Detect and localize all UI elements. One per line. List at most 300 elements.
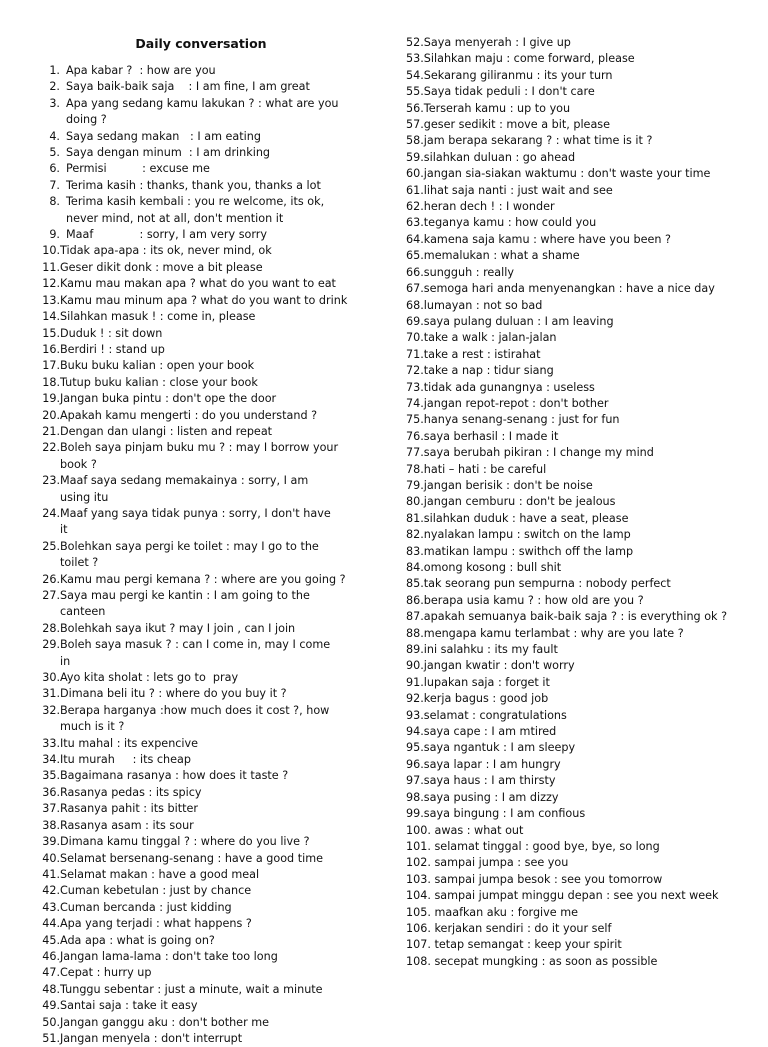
phrase-item [406,560,756,576]
phrase-text: saya berubah pikiran : I change my mind [423,446,654,460]
phrase-number: 10. [42,244,60,258]
phrase-number: 77. [406,446,424,460]
phrase-item [36,851,374,867]
phrase-text: Jangan ganggu aku : don't bother me [60,1015,270,1029]
phrase-item [406,576,756,592]
phrase-text: Rasanya asam : its sour [60,818,194,832]
phrase-text: saya berhasil : I made it [423,429,559,443]
phrase-number: 16. [42,342,60,356]
phrase-item [406,921,756,937]
phrase-text: Apa yang sedang kamu lakukan ? : what are you doing ? [66,96,339,127]
phrase-item [36,178,374,194]
phrase-item [36,736,374,752]
phrase-text: Berapa harganya :how much does it cost ?, how much is it ? [60,703,330,734]
phrase-number: 3. [49,96,60,110]
phrase-item [406,806,756,822]
phrase-item [406,905,756,921]
phrase-item [36,276,374,292]
phrase-text: Saya dengan minum : I am drinking [66,146,271,160]
phrase-number: 73. [406,380,424,394]
phrase-item [36,949,374,965]
phrase-number: 87. [406,610,424,624]
phrase-item [36,391,374,407]
phrase-number: 83. [406,544,424,558]
phrase-item [406,757,756,773]
phrase-item [36,670,374,686]
phrase-number: 108. [406,954,431,968]
phrase-text: kamena saja kamu : where have you been ? [423,232,671,246]
phrase-text: Geser dikit donk : move a bit please [60,260,263,274]
phrase-item [36,933,374,949]
phrase-item [36,752,374,768]
phrase-item [36,358,374,374]
phrase-number: 103. [406,872,431,886]
phrase-number: 67. [406,282,424,296]
phrase-number: 37. [42,802,60,816]
phrase-text: Rasanya pahit : its bitter [60,802,198,816]
phrase-number: 94. [406,725,424,739]
phrase-item [406,823,756,839]
phrase-item [36,834,374,850]
phrase-item [406,954,756,970]
phrase-item [406,740,756,756]
phrase-text: take a walk : jalan-jalan [423,331,557,345]
phrase-item [406,199,756,215]
phrase-item [406,773,756,789]
phrase-item [406,511,756,527]
phrase-number: 43. [42,900,60,914]
phrase-text: jangan repot-repot : don't bother [423,396,609,410]
phrase-text: geser sedikit : move a bit, please [423,118,611,132]
phrase-text: omong kosong : bull shit [423,561,562,574]
phrase-number: 71. [406,347,424,361]
phrase-text: heran dech ! : I wonder [423,200,555,214]
phrase-text: jangan berisik : don't be noise [423,478,593,492]
phrase-text: Itu murah : its cheap [60,753,191,767]
phrase-text: Jangan buka pintu : don't ope the door [60,392,277,406]
right-column-list [406,35,756,970]
phrase-number: 95. [406,741,424,755]
phrase-text: selamat tinggal : good bye, bye, so long [430,839,660,853]
phrase-text: hanya senang-senang : just for fun [423,413,620,427]
phrase-number: 32. [42,703,60,717]
phrase-text: lumayan : not so bad [423,298,543,312]
phrase-text: ini salahku : its my fault [423,643,558,657]
phrase-number: 14. [42,310,60,324]
phrase-text: tak seorang pun sempurna : nobody perfect [423,577,671,591]
phrase-number: 29. [42,638,60,652]
phrase-text: take a nap : tidur siang [423,364,554,378]
phrase-text: Berdiri ! : stand up [60,342,165,356]
phrase-number: 13. [42,293,60,307]
phrase-item [406,478,756,494]
phrase-number: 6. [49,162,60,176]
phrase-item [36,96,374,129]
phrase-number: 105. [406,905,431,919]
phrase-number: 31. [42,687,60,701]
phrase-text: Ayo kita sholat : lets go to pray [60,671,239,685]
phrase-text: Saya baik-baik saja : I am fine, I am great [66,80,310,94]
phrase-text: Saya sedang makan : I am eating [66,129,261,143]
phrase-text: tetap semangat : keep your spirit [430,938,622,952]
phrase-number: 75. [406,413,424,427]
phrase-text: Dimana beli itu ? : where do you buy it ? [60,687,287,701]
phrase-number: 1. [49,64,60,77]
phrase-text: Jangan lama-lama : don't take too long [60,949,278,963]
phrase-number: 36. [42,785,60,799]
phrase-item [406,708,756,724]
phrase-item [36,539,374,572]
phrase-item [406,790,756,806]
phrase-item [36,785,374,801]
phrase-number: 61. [406,183,424,197]
phrase-item [36,621,374,637]
phrase-item [406,445,756,461]
phrase-text: jangan sia-siakan waktumu : don't waste your time [423,167,711,181]
phrase-text: maafkan aku : forgive me [430,905,579,919]
phrase-number: 98. [406,790,424,804]
phrase-text: apakah semuanya baik-baik saja ? : is everything ok ? [423,610,728,624]
phrase-item [406,380,756,396]
phrase-number: 53. [406,52,424,66]
phrase-number: 41. [42,867,60,881]
phrase-item [36,998,374,1014]
phrase-item [406,281,756,297]
phrase-item [36,588,374,621]
phrase-item [406,691,756,707]
phrase-text: Duduk ! : sit down [60,326,163,340]
phrase-item [36,867,374,883]
phrase-text: Bolehkan saya pergi ke toilet : may I go to the toilet ? [60,539,319,570]
phrase-item [406,35,756,51]
phrase-text: Terserah kamu : up to you [423,101,571,115]
phrase-text: Cuman bercanda : just kidding [60,900,232,914]
phrase-text: Tidak apa-apa : its ok, never mind, ok [60,244,272,258]
phrase-number: 40. [42,851,60,865]
phrase-item [406,298,756,314]
phrase-text: jam berapa sekarang ? : what time is it ? [423,134,653,148]
phrase-text: Maaf saya sedang memakainya : sorry, I am using itu [60,474,309,504]
phrase-text: saya lapar : I am hungry [423,757,561,771]
phrase-item [406,265,756,281]
phrase-item [406,248,756,264]
phrase-number: 63. [406,216,424,230]
phrase-item [36,686,374,702]
phrase-number: 2. [49,80,60,94]
phrase-text: lupakan saja : forget it [423,675,550,689]
phrase-number: 39. [42,835,60,849]
phrase-item [36,375,374,391]
phrase-item [36,900,374,916]
phrase-number: 91. [406,675,424,689]
phrase-number: 82. [406,528,424,542]
phrase-text: Dengan dan ulangi : listen and repeat [60,424,273,438]
phrase-item [406,133,756,149]
phrase-text: Silahkan maju : come forward, please [423,52,635,66]
phrase-text: matikan lampu : swithch off the lamp [423,544,634,558]
phrase-text: Maaf yang saya tidak punya : sorry, I don't have it [60,506,331,537]
phrase-number: 23. [42,474,60,488]
phrase-text: Kamu mau makan apa ? what do you want to eat [60,277,336,291]
phrase-text: Saya menyerah : I give up [423,36,571,49]
page-title: Daily conversation [135,36,267,51]
phrase-item [36,1031,374,1047]
phrase-text: kerja bagus : good job [423,692,549,706]
phrase-text: saya haus : I am thirsty [423,774,556,788]
phrase-number: 70. [406,331,424,345]
phrase-number: 68. [406,298,424,312]
phrase-text: teganya kamu : how could you [423,216,597,230]
phrase-text: semoga hari anda menyenangkan : have a nice day [423,282,715,296]
phrase-item [406,101,756,117]
phrase-item [36,194,374,227]
phrase-number: 97. [406,774,424,788]
phrase-text: saya pulang duluan : I am leaving [423,314,614,328]
phrase-number: 81. [406,511,424,525]
phrase-item [36,965,374,981]
phrase-text: Apa kabar ? : how are you [66,64,216,77]
phrase-item [406,937,756,953]
phrase-item [406,462,756,478]
phrase-item [36,408,374,424]
phrase-text: sampai jumpa : see you [430,856,569,870]
phrase-number: 84. [406,561,424,574]
phrase-text: Tutup buku kalian : close your book [60,375,258,389]
phrase-item [406,724,756,740]
phrase-item [36,424,374,440]
phrase-item [36,818,374,834]
phrase-item [406,363,756,379]
phrase-number: 20. [42,408,60,422]
phrase-item [406,609,756,625]
phrase-text: Itu mahal : its expencive [60,736,199,750]
phrase-number: 102. [406,856,431,870]
phrase-number: 92. [406,692,424,706]
phrase-number: 30. [42,671,60,685]
phrase-item [406,872,756,888]
phrase-number: 66. [406,265,424,279]
phrase-item [36,293,374,309]
phrase-text: Maaf : sorry, I am very sorry [66,228,268,242]
phrase-text: Sekarang giliranmu : its your turn [423,68,613,82]
phrase-number: 104. [406,889,431,903]
phrase-text: memalukan : what a shame [423,249,580,263]
phrase-number: 93. [406,708,424,722]
phrase-number: 49. [42,999,60,1013]
phrase-text: Bolehkah saya ikut ? may I join , can I join [60,621,296,635]
phrase-item [36,473,374,506]
phrase-number: 46. [42,949,60,963]
phrase-number: 90. [406,659,424,673]
phrase-number: 7. [49,178,60,192]
phrase-text: take a rest : istirahat [423,347,541,361]
phrase-number: 78. [406,462,424,476]
phrase-number: 96. [406,757,424,771]
phrase-number: 26. [42,572,60,586]
phrase-number: 64. [406,232,424,246]
phrase-text: nyalakan lampu : switch on the lamp [423,528,631,542]
phrase-text: Terima kasih : thanks, thank you, thanks a lot [66,178,321,192]
phrase-text: Terima kasih kembali : you re welcome, its ok, never mind, not at all, don't mention it [66,195,325,225]
phrase-text: Ada apa : what is going on? [60,933,215,947]
phrase-number: 57. [406,118,424,132]
phrase-number: 88. [406,626,424,640]
phrase-text: saya cape : I am mtired [423,725,557,739]
phrase-number: 56. [406,101,424,115]
phrase-text: berapa usia kamu ? : how old are you ? [423,593,644,607]
phrase-item [36,801,374,817]
phrase-item [36,309,374,325]
phrase-text: silahkan duduk : have a seat, please [423,511,629,525]
phrase-number: 17. [42,359,60,373]
phrase-number: 54. [406,68,424,82]
phrase-text: mengapa kamu terlambat : why are you late ? [423,626,684,640]
phrase-text: Permisi : excuse me [66,162,210,176]
phrase-text: Saya tidak peduli : I don't care [423,85,595,99]
phrase-text: Selamat makan : have a good meal [60,867,260,881]
phrase-number: 48. [42,982,60,996]
phrase-item [406,642,756,658]
phrase-number: 101. [406,839,431,853]
phrase-item [406,839,756,855]
phrase-text: saya pusing : I am dizzy [423,790,559,804]
phrase-item [406,84,756,100]
phrase-number: 5. [49,146,60,160]
phrase-item [36,703,374,736]
phrase-number: 28. [42,621,60,635]
phrase-text: Saya mau pergi ke kantin : I am going to the canteen [60,589,310,619]
phrase-text: Kamu mau minum apa ? what do you want to drink [60,293,348,307]
phrase-number: 21. [42,424,60,438]
phrase-item [406,429,756,445]
phrase-text: Buku buku kalian : open your book [60,359,255,373]
phrase-number: 25. [42,539,60,553]
phrase-item [406,215,756,231]
phrase-number: 24. [42,506,60,520]
phrase-item [406,855,756,871]
phrase-text: tidak ada gunangnya : useless [423,380,595,394]
phrase-number: 19. [42,392,60,406]
phrase-text: kerjakan sendiri : do it your self [430,921,612,935]
phrase-item [406,117,756,133]
phrase-text: selamat : congratulations [423,708,567,722]
phrase-number: 74. [406,396,424,410]
phrase-text: Cuman kebetulan : just by chance [60,884,252,898]
phrase-number: 18. [42,375,60,389]
phrase-text: Bagaimana rasanya : how does it taste ? [60,769,289,783]
phrase-item [406,68,756,84]
phrase-text: sampai jumpat minggu depan : see you next week [430,889,719,903]
phrase-number: 9. [49,228,60,242]
phrase-item [406,166,756,182]
phrase-text: Boleh saya masuk ? : can I come in, may I come in [60,638,331,668]
phrase-number: 69. [406,314,424,328]
phrase-text: saya ngantuk : I am sleepy [423,741,576,755]
phrase-number: 50. [42,1015,60,1029]
phrase-item [36,883,374,899]
phrase-item [406,412,756,428]
phrase-item [36,227,374,243]
phrase-text: Dimana kamu tinggal ? : where do you live ? [60,835,310,849]
phrase-number: 62. [406,200,424,214]
phrase-number: 58. [406,134,424,148]
phrase-item [36,440,374,473]
phrase-number: 44. [42,917,60,931]
phrase-text: jangan kwatir : don't worry [423,659,575,673]
phrase-number: 55. [406,85,424,99]
phrase-number: 33. [42,736,60,750]
phrase-text: Tunggu sebentar : just a minute, wait a minute [60,982,323,996]
phrase-item [36,326,374,342]
phrase-item [406,593,756,609]
phrase-number: 35. [42,769,60,783]
phrase-item [406,626,756,642]
phrase-number: 38. [42,818,60,832]
phrase-number: 65. [406,249,424,263]
phrase-item [36,572,374,588]
phrase-text: silahkan duluan : go ahead [423,150,576,164]
phrase-number: 79. [406,478,424,492]
phrase-text: lihat saja nanti : just wait and see [423,183,613,197]
phrase-text: Kamu mau pergi kemana ? : where are you going ? [60,572,346,586]
phrase-text: hati – hati : be careful [423,462,547,476]
phrase-number: 89. [406,643,424,657]
phrase-text: Rasanya pedas : its spicy [60,785,202,799]
phrase-text: Jangan menyela : don't interrupt [60,1031,243,1045]
phrase-number: 47. [42,966,60,980]
phrase-item [36,129,374,145]
phrase-item [36,79,374,95]
phrase-text: saya bingung : I am confious [423,807,586,821]
phrase-text: sampai jumpa besok : see you tomorrow [430,872,663,886]
phrase-number: 34. [42,753,60,767]
phrase-text: Cepat : hurry up [60,966,152,980]
phrase-item [36,982,374,998]
phrase-item [36,1015,374,1031]
phrase-number: 4. [49,129,60,143]
phrase-item [406,347,756,363]
phrase-number: 52. [406,36,424,49]
phrase-number: 107. [406,938,431,952]
phrase-number: 51. [42,1031,60,1045]
phrase-number: 60. [406,167,424,181]
phrase-number: 11. [42,260,60,274]
phrase-number: 86. [406,593,424,607]
phrase-number: 45. [42,933,60,947]
phrase-item [36,243,374,259]
phrase-text: Selamat bersenang-senang : have a good time [60,851,323,865]
phrase-item [36,916,374,932]
phrase-item [36,260,374,276]
phrase-number: 27. [42,589,60,602]
phrase-item [406,527,756,543]
phrase-number: 8. [49,195,60,209]
phrase-item [406,330,756,346]
phrase-number: 99. [406,807,424,821]
phrase-item [36,768,374,784]
phrase-item [36,342,374,358]
phrase-item [406,314,756,330]
phrase-text: Boleh saya pinjam buku mu ? : may I borrow your book ? [60,441,339,471]
phrase-item [406,494,756,510]
phrase-item [406,51,756,67]
left-column-list [36,63,374,1047]
phrase-number: 42. [42,884,60,898]
phrase-item [36,161,374,177]
phrase-item [406,150,756,166]
phrase-text: Apa yang terjadi : what happens ? [60,917,252,931]
phrase-text: Apakah kamu mengerti : do you understand ? [60,408,318,422]
